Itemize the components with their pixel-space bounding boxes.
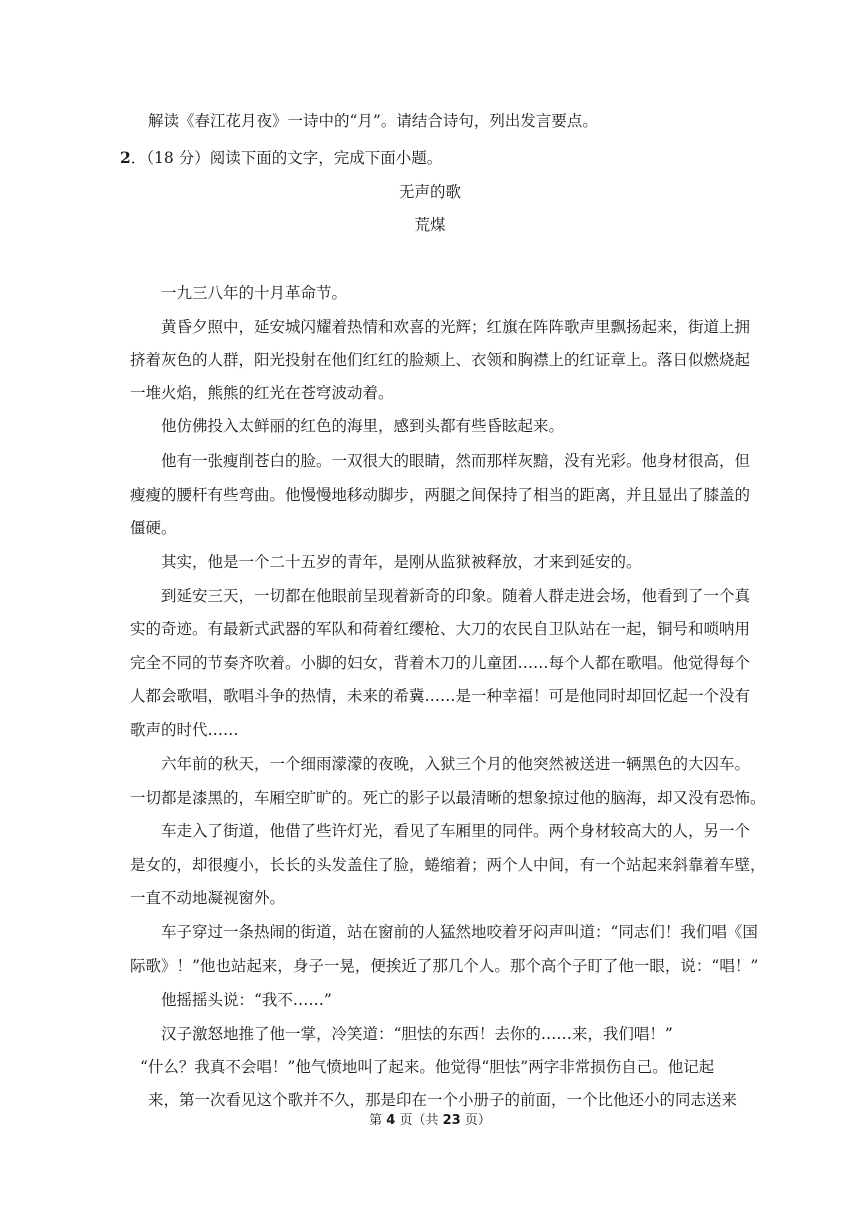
question-number: 2 (120, 148, 131, 167)
paragraph-line: 一切都是漆黑的，车厢空旷旷的。死亡的影子以最清晰的想象掠过他的脑海，却又没有恐怖。 (130, 789, 766, 807)
intro-text: 解读《春江花月夜》一诗中的“月”。请结合诗句，列出发言要点。 (148, 112, 598, 130)
paragraph-line: 汉子激怒地推了他一掌，冷笑道：“胆怯的东西！去你的……来，我们唱！” (161, 1025, 673, 1043)
footer-page-number: 4 (386, 1113, 396, 1128)
paragraph-line: 实的奇迹。有最新式武器的军队和荷着红缨枪、大刀的农民自卫队站在一起，铜号和唢呐用 (130, 620, 751, 638)
paragraph-line: 一堆火焰，熊熊的红光在苍穹波动着。 (130, 384, 394, 402)
paragraph-line: 他仿佛投入太鲜丽的红色的海里，感到头都有些昏眩起来。 (161, 417, 565, 435)
paragraph-line: 一直不动地凝视窗外。 (130, 889, 286, 907)
paragraph-line: 车子穿过一条热闹的街道，站在窗前的人猛然地咬着牙闷声叫道：“同志们！我们唱《国 (161, 923, 758, 941)
question-text: ．（18 分）阅读下面的文字，完成下面小题。 (130, 149, 443, 167)
paragraph-line: 黄昏夕照中，延安城闪耀着热情和欢喜的光辉；红旗在阵阵歌声里飘扬起来，街道上拥 (161, 318, 751, 336)
paragraph-line: 歌声的时代…… (130, 721, 239, 739)
paragraph-line: 到延安三天，一切都在他眼前呈现着新奇的印象。随着人群走进会场，他看到了一个真 (161, 587, 751, 605)
story-author: 荒煤 (414, 216, 446, 234)
paragraph-line: 一九三八年的十月革命节。 (161, 284, 348, 302)
paragraph-line: 完全不同的节奏齐吹着。小脚的妇女，背着木刀的儿童团……每个人都在歌唱。他觉得每个 (130, 654, 751, 672)
story-title: 无声的歌 (398, 183, 461, 201)
page-footer (0, 1112, 860, 1130)
paragraph-line: 来，第一次看见这个歌并不久，那是印在一个小册子的前面，一个比他还小的同志送来 (148, 1091, 738, 1109)
paragraph-line: 他摇摇头说：“我不……” (161, 991, 332, 1009)
paragraph-line: 僵硬。 (130, 519, 177, 537)
paragraph-line: 是女的，却很瘦小，长长的头发盖住了脸，蜷缩着；两个人中间，有一个站起来斜靠着车壁， (130, 856, 766, 874)
paragraph-line: 挤着灰色的人群，阳光投射在他们红红的脸颊上、衣领和胸襟上的红证章上。落日似燃烧起 (130, 351, 751, 369)
paragraph-line: 车走入了街道，他借了些许灯光，看见了车厢里的同伴。两个身材较高大的人，另一个 (161, 822, 751, 840)
paragraph-line: 瘦瘦的腰杆有些弯曲。他慢慢地移动脚步，两腿之间保持了相当的距离，并且显出了膝盖的 (130, 486, 751, 504)
footer-middle: 页（共 (395, 1113, 443, 1128)
paragraph-line: 六年前的秋天，一个细雨濛濛的夜晚，入狱三个月的他突然被送进一辆黑色的大囚车。 (161, 755, 751, 773)
footer-suffix: 页） (460, 1113, 491, 1128)
question-heading (120, 148, 442, 168)
paragraph-line: “什么？我真不会唱！”他气愤地叫了起来。他觉得“胆怯”两字非常损伤自己。他记起 (140, 1058, 715, 1076)
paragraph-line: 人都会歌唱，歌唱斗争的热情，未来的希冀……是一种幸福！可是他同时却回忆起一个没有 (130, 687, 751, 705)
footer-total-pages: 23 (442, 1113, 461, 1128)
paragraph-line: 际歌》！”他也站起来，身子一晃，便挨近了那几个人。那个高个子盯了他一眼，说：“唱！” (130, 957, 759, 975)
paragraph-line: 他有一张瘦削苍白的脸。一双很大的眼睛，然而那样灰黯，没有光彩。他身材很高，但 (161, 452, 751, 470)
footer-prefix: 第 (369, 1113, 387, 1128)
paragraph-line: 其实，他是一个二十五岁的青年，是刚从监狱被释放，才来到延安的。 (161, 553, 642, 571)
